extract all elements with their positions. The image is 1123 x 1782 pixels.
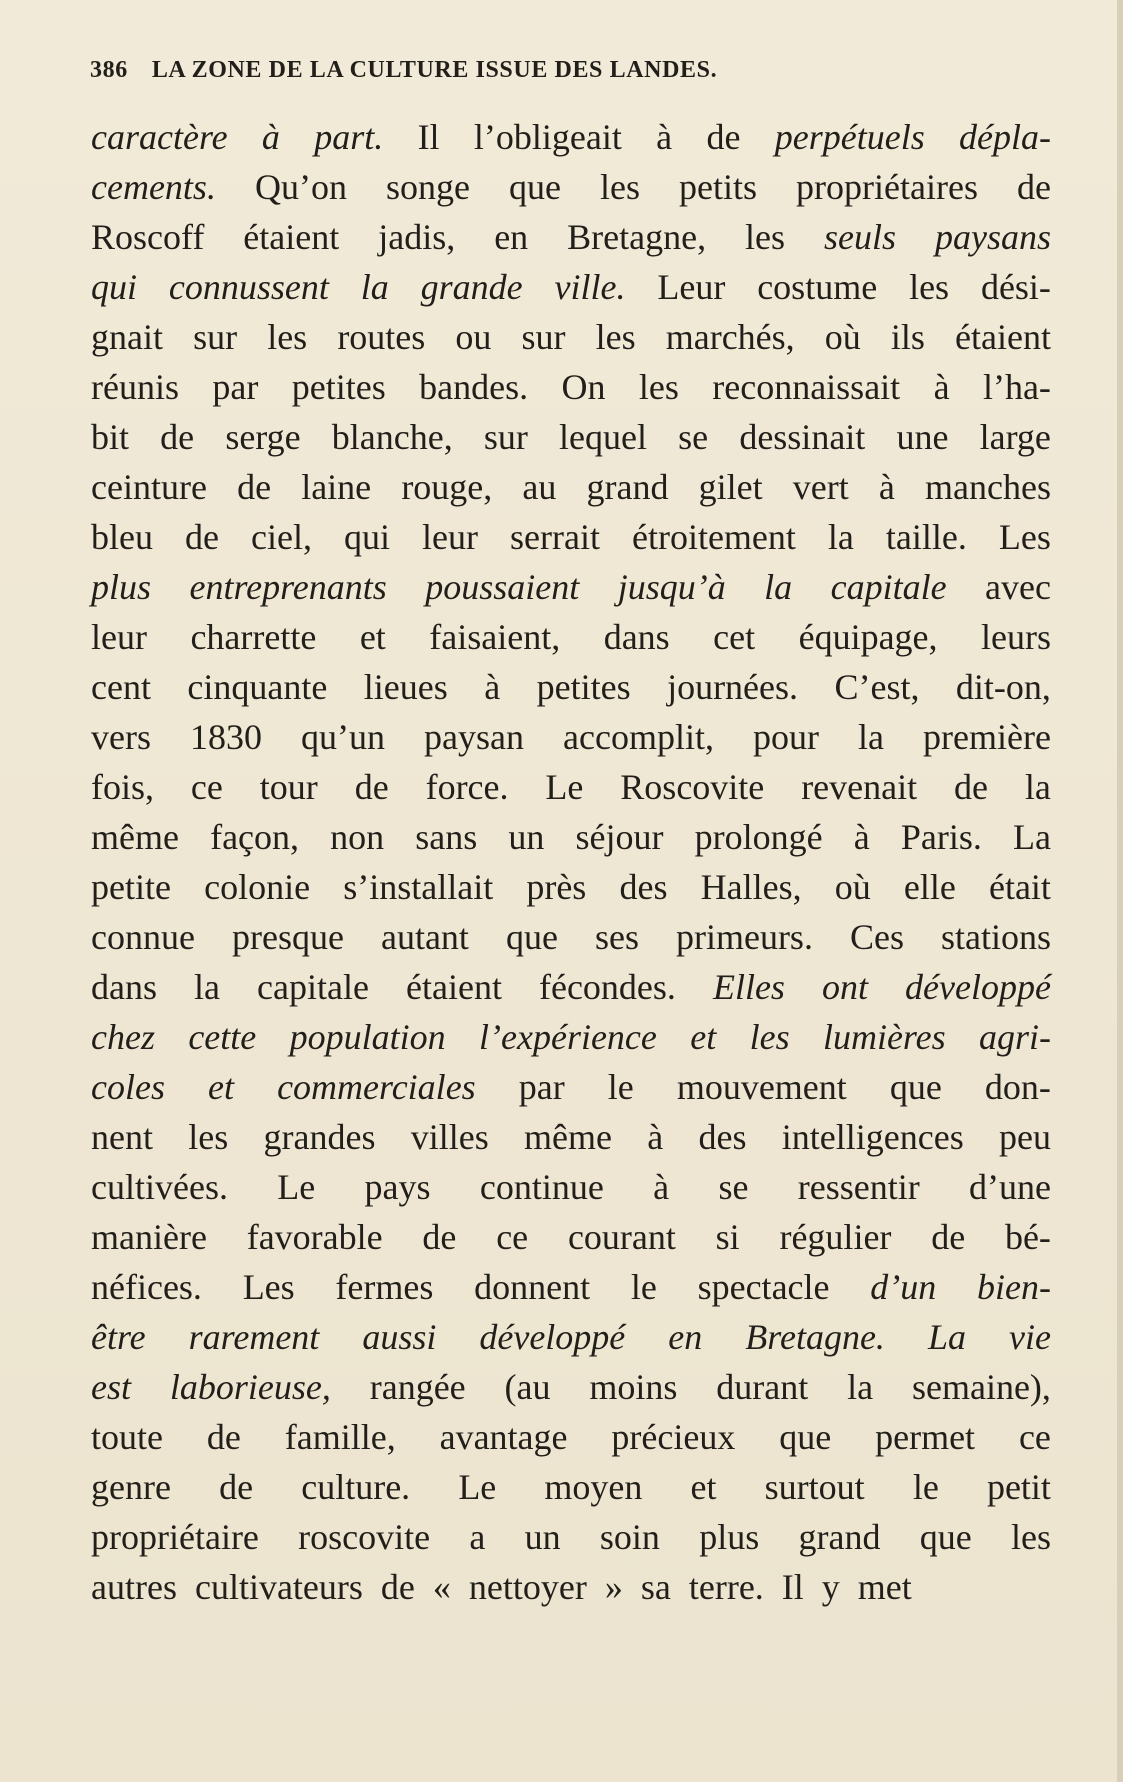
word: au — [522, 467, 557, 507]
word: dans — [603, 617, 670, 657]
word: don- — [984, 1067, 1051, 1107]
word: ceinture — [91, 467, 207, 507]
word: petite — [91, 867, 171, 907]
text-line — [91, 1562, 1051, 1612]
word: leur — [91, 617, 147, 657]
word: l’ha- — [982, 367, 1051, 407]
word: ce — [496, 1217, 529, 1257]
text-line — [91, 512, 1051, 562]
italic-word: la — [360, 267, 389, 307]
word: la — [858, 717, 884, 757]
italic-word: les — [749, 1017, 790, 1057]
word: rouge, — [401, 467, 493, 507]
word: plus — [699, 1517, 760, 1557]
word: de — [954, 767, 989, 807]
word: et — [359, 617, 386, 657]
text-line — [91, 1062, 1051, 1112]
italic-word: agri- — [978, 1017, 1051, 1057]
italic-word: plus — [91, 567, 152, 607]
word: reconnaissait — [712, 367, 901, 407]
word: costume — [757, 267, 878, 307]
word: leurs — [981, 617, 1051, 657]
word: de — [237, 467, 272, 507]
word: 1830 — [190, 717, 262, 757]
italic-word: est — [91, 1367, 131, 1407]
word: si — [715, 1217, 740, 1257]
text-line — [91, 412, 1051, 462]
word: première — [923, 717, 1051, 757]
word: fois, — [91, 767, 154, 807]
running-title: LA ZONE DE LA CULTURE ISSUE DES LANDES. — [151, 56, 718, 83]
word: la — [827, 517, 854, 557]
word: Roscoff — [91, 217, 205, 257]
word: à — [933, 367, 950, 407]
word: un — [508, 817, 545, 857]
running-head — [90, 50, 1050, 90]
italic-word: population — [289, 1017, 446, 1057]
word: le — [607, 1067, 634, 1107]
italic-word: vie — [1008, 1317, 1051, 1357]
word: dessinait — [739, 417, 866, 457]
word: continue — [479, 1167, 604, 1207]
word: régulier — [779, 1217, 892, 1257]
word: les — [188, 1117, 229, 1157]
word: les — [909, 267, 950, 307]
italic-word: paysans — [934, 217, 1051, 257]
word: capitale — [257, 967, 369, 1007]
word: de — [219, 1467, 254, 1507]
word: terre. — [688, 1567, 764, 1607]
word: s’installait — [343, 867, 494, 907]
word: nettoyer — [468, 1567, 587, 1607]
word: permet — [875, 1417, 976, 1457]
word: spectacle — [697, 1267, 830, 1307]
word: toute — [91, 1417, 163, 1457]
word: à — [656, 117, 673, 157]
italic-word: Bretagne. — [745, 1317, 885, 1357]
word: Les — [998, 517, 1051, 557]
word: de — [380, 1567, 415, 1607]
italic-word: et — [690, 1017, 717, 1057]
word: de — [1016, 167, 1051, 207]
word: le — [912, 1467, 939, 1507]
word: de — [706, 117, 741, 157]
word: songe — [385, 167, 470, 207]
word: petites — [536, 667, 631, 707]
word: la — [1024, 767, 1051, 807]
italic-word: être — [91, 1317, 146, 1357]
word: propriétaires — [796, 167, 978, 207]
word: bé- — [1004, 1217, 1051, 1257]
word: Il — [417, 117, 440, 157]
word: que — [779, 1417, 832, 1457]
body-text — [91, 112, 1051, 1612]
word: que — [889, 1067, 942, 1107]
word: cinquante — [187, 667, 328, 707]
text-line — [91, 262, 1051, 312]
word: On — [561, 367, 606, 407]
word: la — [847, 1367, 874, 1407]
word: des — [619, 867, 668, 907]
italic-word: laborieuse, — [169, 1367, 331, 1407]
word: serrait — [510, 517, 600, 557]
word: Il — [781, 1567, 804, 1607]
word: de — [185, 517, 219, 557]
word: cet — [713, 617, 756, 657]
word: se — [678, 417, 709, 457]
word: charrette — [190, 617, 317, 657]
word: Le — [545, 767, 584, 807]
word: pour — [752, 717, 819, 757]
word: manière — [91, 1217, 207, 1257]
text-line — [91, 562, 1051, 612]
text-line — [91, 112, 1051, 162]
text-line — [91, 712, 1051, 762]
word: La — [1012, 817, 1051, 857]
word: réunis — [91, 367, 179, 407]
italic-word: la — [764, 567, 793, 607]
text-line — [91, 212, 1051, 262]
word: bleu — [91, 517, 153, 557]
word: courant — [567, 1217, 676, 1257]
word: le — [630, 1267, 657, 1307]
word: Ces — [849, 917, 904, 957]
italic-word: ville. — [554, 267, 626, 307]
italic-word: bien- — [977, 1267, 1051, 1307]
word: petites — [291, 367, 386, 407]
word: C’est, — [834, 667, 920, 707]
word: prolongé — [694, 817, 823, 857]
italic-word: cette — [188, 1017, 257, 1057]
word: marchés, — [665, 317, 795, 357]
word: étaient — [406, 967, 502, 1007]
word: soin — [599, 1517, 660, 1557]
word: taille. — [885, 517, 967, 557]
word: dans — [91, 967, 157, 1007]
italic-word: ont — [821, 967, 868, 1007]
word: manches — [925, 467, 1051, 507]
word: à — [878, 467, 895, 507]
word: à — [647, 1117, 664, 1157]
word: journées. — [667, 667, 799, 707]
italic-word: caractère — [91, 117, 228, 157]
word: pays — [364, 1167, 431, 1207]
word: près — [526, 867, 587, 907]
italic-word: à — [261, 117, 280, 157]
word: ressentir — [797, 1167, 920, 1207]
word: ce — [1018, 1417, 1051, 1457]
word: tour — [259, 767, 318, 807]
word: les — [745, 217, 786, 257]
word: fécondes. — [538, 967, 676, 1007]
word: grand — [798, 1517, 881, 1557]
word: où — [824, 317, 861, 357]
word: (au — [504, 1367, 551, 1407]
word: la — [194, 967, 221, 1007]
word: néfices. — [91, 1267, 202, 1307]
italic-word: jusqu’à — [617, 567, 726, 607]
italic-word: développé — [905, 967, 1051, 1007]
word: leur — [422, 517, 478, 557]
italic-word: coles — [91, 1067, 165, 1107]
word: de — [206, 1417, 241, 1457]
word: Leur — [657, 267, 726, 307]
word: favorable — [246, 1217, 383, 1257]
word: connue — [91, 917, 195, 957]
word: par — [212, 367, 259, 407]
word: avec — [985, 567, 1051, 607]
word: autant — [380, 917, 469, 957]
word: primeurs. — [675, 917, 813, 957]
word: ils — [890, 317, 925, 357]
italic-word: développé — [479, 1317, 626, 1357]
text-line — [91, 962, 1051, 1012]
word: façon, — [210, 817, 300, 857]
italic-word: commerciales — [277, 1067, 476, 1107]
text-line — [91, 862, 1051, 912]
italic-word: poussaient — [425, 567, 580, 607]
word: blanche, — [331, 417, 453, 457]
word: dit-on, — [955, 667, 1051, 707]
word: de — [354, 767, 389, 807]
word: Le — [277, 1167, 316, 1207]
word: intelligences — [781, 1117, 964, 1157]
word: nent — [91, 1117, 153, 1157]
word: que — [919, 1517, 972, 1557]
word: elle — [903, 867, 956, 907]
italic-word: aussi — [362, 1317, 437, 1357]
word: étaient — [243, 217, 340, 257]
text-line — [91, 1512, 1051, 1562]
italic-word: qui — [91, 267, 138, 307]
word: même — [524, 1117, 612, 1157]
text-line — [91, 1412, 1051, 1462]
word: moins — [589, 1367, 678, 1407]
word: Bretagne, — [567, 217, 707, 257]
word: par — [518, 1067, 565, 1107]
word: grand — [586, 467, 669, 507]
word: de — [422, 1217, 457, 1257]
word: avantage — [439, 1417, 568, 1457]
italic-word: seuls — [824, 217, 897, 257]
word: propriétaire — [91, 1517, 259, 1557]
word: qu’un — [301, 717, 386, 757]
word: les — [638, 367, 679, 407]
italic-word: entreprenants — [189, 567, 387, 607]
word: que — [505, 917, 558, 957]
word: paysan — [424, 717, 524, 757]
word: ce — [190, 767, 223, 807]
text-line — [91, 662, 1051, 712]
word: un — [524, 1517, 561, 1557]
word: peu — [998, 1117, 1051, 1157]
word: non — [330, 817, 385, 857]
text-line — [91, 462, 1051, 512]
word: semaine), — [911, 1367, 1051, 1407]
word: l’obligeait — [473, 117, 622, 157]
word: d’une — [969, 1167, 1051, 1207]
word: vert — [792, 467, 849, 507]
word: revenait — [801, 767, 918, 807]
word: cultivateurs — [194, 1567, 363, 1607]
word: laine — [301, 467, 372, 507]
word: ciel, — [251, 517, 312, 557]
word: les — [267, 317, 308, 357]
word: petit — [986, 1467, 1051, 1507]
text-line — [91, 1462, 1051, 1512]
word: Les — [242, 1267, 295, 1307]
word: colonie — [204, 867, 311, 907]
word: sur — [521, 317, 566, 357]
word: les — [600, 167, 640, 207]
italic-word: cements. — [91, 167, 216, 207]
word: presque — [231, 917, 344, 957]
text-line — [91, 162, 1051, 212]
word: Halles, — [700, 867, 802, 907]
word: même — [91, 817, 179, 857]
word: villes — [410, 1117, 489, 1157]
word: où — [834, 867, 871, 907]
text-line — [91, 812, 1051, 862]
word: ou — [455, 317, 492, 357]
word: lieues — [363, 667, 448, 707]
word: vers — [91, 717, 151, 757]
word: et — [690, 1467, 717, 1507]
word: ses — [594, 917, 639, 957]
word: roscovite — [298, 1517, 431, 1557]
italic-word: en — [668, 1317, 703, 1357]
text-line — [91, 362, 1051, 412]
word: » — [604, 1567, 623, 1607]
word: serge — [225, 417, 301, 457]
word: de — [931, 1217, 966, 1257]
word: Le — [458, 1467, 497, 1507]
word: a — [469, 1517, 486, 1557]
word: force. — [425, 767, 509, 807]
word: autres — [91, 1567, 177, 1607]
text-line — [91, 1362, 1051, 1412]
text-line — [91, 912, 1051, 962]
italic-word: et — [208, 1067, 235, 1107]
word: qui — [343, 517, 390, 557]
word: bit — [91, 417, 130, 457]
word: durant — [716, 1367, 809, 1407]
word: dési- — [980, 267, 1051, 307]
word: large — [979, 417, 1051, 457]
word: étaient — [955, 317, 1051, 357]
word: des — [698, 1117, 747, 1157]
word: équipage, — [798, 617, 938, 657]
word: bandes. — [419, 367, 529, 407]
italic-word: capitale — [830, 567, 947, 607]
word: Roscovite — [620, 767, 765, 807]
word: stations — [940, 917, 1051, 957]
word: une — [896, 417, 949, 457]
word: en — [494, 217, 529, 257]
word: moyen — [544, 1467, 643, 1507]
italic-word: lumières — [822, 1017, 946, 1057]
word: était — [988, 867, 1051, 907]
text-line — [91, 1112, 1051, 1162]
word: accomplit, — [563, 717, 714, 757]
word: à — [853, 817, 870, 857]
italic-word: La — [927, 1317, 966, 1357]
word: précieux — [611, 1417, 736, 1457]
word: sur — [193, 317, 238, 357]
word: culture. — [301, 1467, 411, 1507]
italic-word: Elles — [712, 967, 785, 1007]
word: à — [653, 1167, 670, 1207]
word: gnait — [91, 317, 163, 357]
word: Paris. — [900, 817, 982, 857]
page-number: 386 — [90, 56, 128, 83]
italic-word: chez — [91, 1017, 155, 1057]
word: sans — [415, 817, 478, 857]
word: les — [1010, 1517, 1051, 1557]
text-line — [91, 762, 1051, 812]
text-line — [91, 1262, 1051, 1312]
italic-word: d’un — [870, 1267, 937, 1307]
word: y — [821, 1567, 840, 1607]
word: à — [484, 667, 501, 707]
text-line — [91, 1312, 1051, 1362]
word: Qu’on — [254, 167, 347, 207]
italic-word: l’expérience — [479, 1017, 657, 1057]
text-line — [91, 1012, 1051, 1062]
text-line — [91, 1212, 1051, 1262]
word: lequel — [559, 417, 647, 457]
word: rangée — [369, 1367, 466, 1407]
word: petits — [679, 167, 758, 207]
page-edge-shadow — [1117, 0, 1123, 1782]
word: faisaient, — [429, 617, 561, 657]
italic-word: rarement — [188, 1317, 320, 1357]
word: cultivées. — [91, 1167, 228, 1207]
word: cent — [91, 667, 151, 707]
word: gilet — [698, 467, 763, 507]
text-line — [91, 1162, 1051, 1212]
word: met — [857, 1567, 912, 1607]
text-line — [91, 312, 1051, 362]
word: se — [718, 1167, 749, 1207]
italic-word: grande — [420, 267, 523, 307]
italic-word: dépla- — [959, 117, 1051, 157]
word: séjour — [575, 817, 664, 857]
word: surtout — [764, 1467, 865, 1507]
word: genre — [91, 1467, 171, 1507]
text-line — [91, 612, 1051, 662]
word: que — [509, 167, 561, 207]
word: donnent — [474, 1267, 591, 1307]
italic-word: connussent — [168, 267, 329, 307]
word: grandes — [263, 1117, 376, 1157]
word: les — [595, 317, 636, 357]
word: mouvement — [676, 1067, 847, 1107]
word: jadis, — [378, 217, 456, 257]
italic-word: part. — [314, 117, 384, 157]
word: sur — [483, 417, 528, 457]
word: sa — [640, 1567, 671, 1607]
word: étroitement — [631, 517, 796, 557]
word: famille, — [284, 1417, 396, 1457]
word: « — [432, 1567, 451, 1607]
italic-word: perpétuels — [774, 117, 925, 157]
word: fermes — [335, 1267, 434, 1307]
word: routes — [337, 317, 426, 357]
word: de — [160, 417, 195, 457]
